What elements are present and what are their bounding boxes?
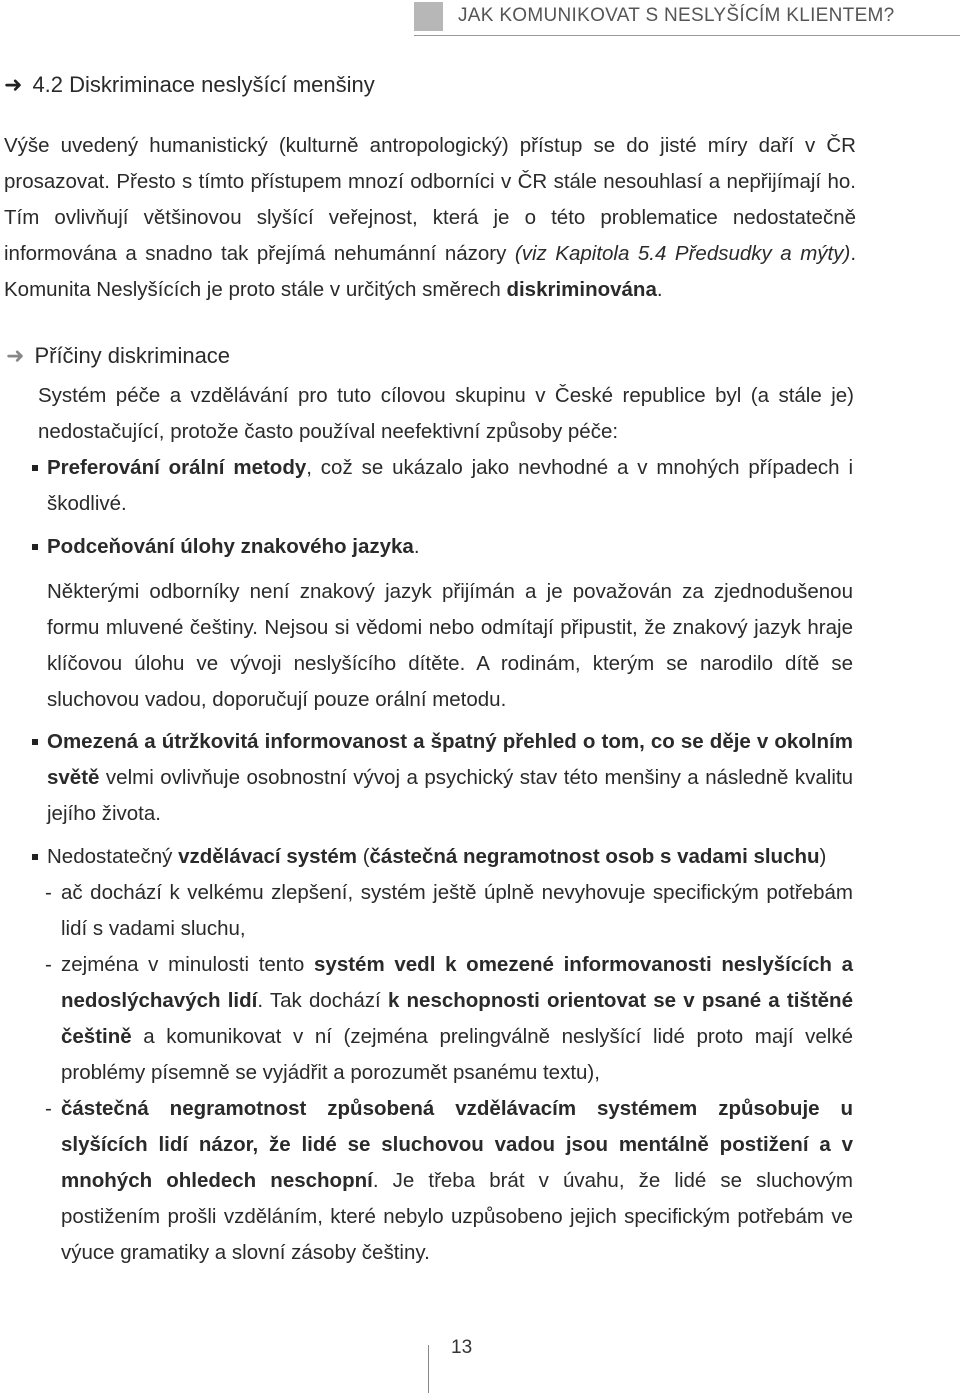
intro-text-1: Výše uvedený humanistický (kulturně antropologický) přístup se do jisté míry daří v ČR prosazovat. Přesto s tímto přístupem mnozí odborníci v ČR stále nesouhlasí a nepřijímají ho. Tím ovlivňují většinovou slyšící veřejnost, která je o této problematice nedostatečně informována a snadno tak přejímá nehumánní názory [4,134,856,265]
subsection-heading [6,343,230,369]
section-title: 4.2 Diskriminace neslyšící menšiny [32,72,375,97]
dash-emphasis: k neschopnosti orientovat se v psané a tištěné češtině [61,989,853,1048]
header-rule [414,35,960,36]
intro-reference: (viz Kapitola 5.4 Předsudky a mýty) [514,242,851,265]
dash-marker: - [45,881,52,904]
dash-marker: - [45,953,52,976]
bullet-item [47,529,853,565]
dash-item [45,1091,853,1271]
right-arrow-icon: ➜ [4,72,23,97]
intro-text-3: . [656,278,663,301]
square-bullet-icon [32,544,38,550]
bullet-text: . [413,535,420,558]
page-number: 13 [451,1337,473,1358]
dash-item [45,875,853,947]
square-bullet-icon [32,739,38,745]
dash-emphasis: systém vedl k omezené informovanosti neslyšících a nedoslýchavých lidí [61,953,853,1012]
bullet-emphasis: Preferování orální metody [47,456,307,479]
page-header [414,0,960,36]
bullet-item [47,724,853,832]
bullet-emphasis: vzdělávací systém [178,845,357,868]
bullet-emphasis: částečná negramotnost osob s vadami sluchu [369,845,820,868]
bullet-item [47,450,853,522]
causes-intro: Systém péče a vzdělávání pro tuto cílovou skupinu v České republice byl (a stále je) nedostačující, protože často používal neefektivní způsoby péče: [38,384,854,443]
dash-text: a komunikovat v ní (zejména prelingválně neslyšící lidé proto mají velké problémy písemně se vyjádřit a porozumět psanému textu), [61,1025,853,1084]
square-bullet-icon [32,854,38,860]
dash-emphasis: částečná negramotnost způsobená vzdělávacím systémem způsobuje u slyšících lidí názor, že lidé se sluchovou vadou jsou mentálně postižení a v mnohých ohledech neschopní [61,1097,853,1192]
intro-paragraph [4,128,856,308]
intro-emphasis: diskriminována [506,278,657,301]
bullet-emphasis: Podceňování úlohy znakového jazyka [47,535,414,558]
right-arrow-icon: ➜ [6,343,25,368]
header-title: JAK KOMUNIKOVAT S NESLYŠÍCÍM KLIENTEM? [458,5,895,26]
dash-text: zejména v minulosti tento [61,953,315,976]
dash-text: . Tak dochází [257,989,388,1012]
square-bullet-icon [32,465,38,471]
bullet-text: ) [819,845,827,868]
bullet-item [47,839,853,875]
dash-text: ač dochází k velkému zlepšení, systém ještě úplně nevyhovuje specifickým potřebám lidí s vadami sluchu, [61,881,853,940]
dash-item [45,947,853,1091]
subsection-title: Příčiny diskriminace [34,343,231,368]
bullet-emphasis: Omezená a útržkovitá informovanost a špatný přehled o tom, co se děje v okolním světě [47,730,853,789]
dash-marker: - [45,1097,52,1120]
footer-rule [428,1345,429,1393]
bullet-text: velmi ovlivňuje osobnostní vývoj a psychický stav této menšiny a následně kvalitu jejího života. [47,766,853,825]
sign-language-paragraph: Některými odborníky není znakový jazyk přijímán a je považován za zjednodušenou formu mluvené češtiny. Nejsou si vědomi nebo odmítají připustit, že znakový jazyk hraje klíčovou úlohu ve vývoji neslyšícího dítěte. A rodinám, kterým se narodilo dítě se sluchovou vadou, doporučují pouze orální metodu. [47,580,853,711]
section-heading [4,72,375,98]
bullet-text: , což se ukázalo jako nevhodné a v mnohých případech i škodlivé. [47,456,853,515]
dash-text: . Je třeba brát v úvahu, že lidé se sluchovým postižením prošli vzděláním, které nebylo uzpůsobeno jejich specifickým potřebám ve výuce gramatiky a slovní zásoby češtiny. [61,1169,853,1264]
intro-text-2: . Komunita Neslyšících je proto stále v určitých směrech [4,242,857,301]
bullet-text: ( [357,845,370,868]
header-gray-square [414,2,443,31]
bullet-text: Nedostatečný [47,845,179,868]
